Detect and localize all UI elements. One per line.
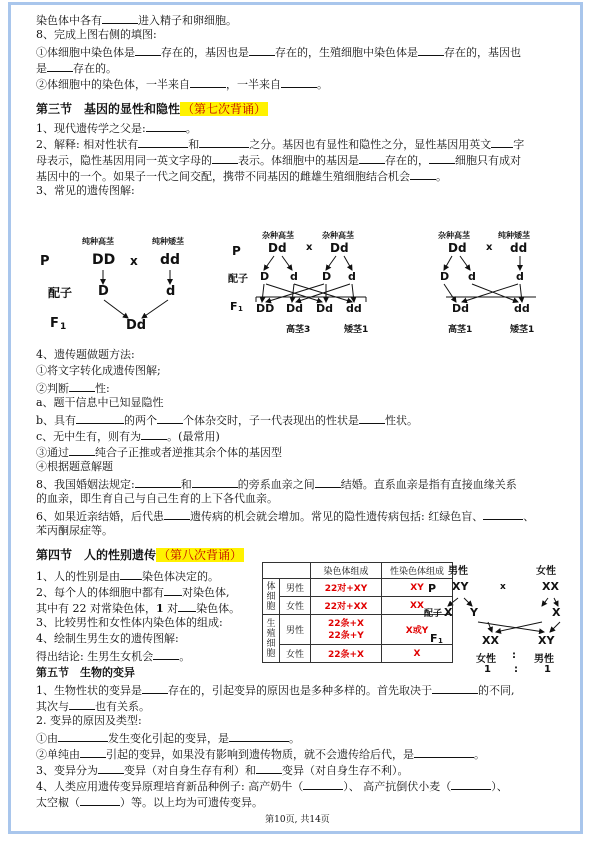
text-line: 3、比较男性和女性体内染色体的组成:: [36, 616, 223, 629]
text-line: 1、人的性别是由 染色体决定的。: [36, 570, 219, 583]
table-cell: 22对+XY: [311, 579, 382, 597]
text-line: 6、如果近亲结婚，后代患 遗传病的机会就会增加。常见的隐性遗传病包括: 红绿色盲、 、: [36, 510, 535, 523]
text-line: b、具有 的两个 个体杂交时，子一代表现出的性状是 性状。: [36, 414, 419, 427]
table-cell: 22条+X: [311, 645, 382, 663]
text-line: ②体细胞中的染色体，一半来自 ，一半来自 。: [36, 78, 328, 91]
text-line: 3、常见的遗传图解:: [36, 184, 135, 197]
text-line: 2、解释: 相对性状有 和 之分。基因也有显性和隐性之分，显性基因用英文 字: [36, 138, 525, 151]
text-line: 母表示，隐性基因用同一英文字母的 表示。体细胞中的基因是 存在的， 细胞只有成对: [36, 154, 521, 167]
table-header: 性染色体组成: [382, 563, 453, 579]
table-row-label: 女性: [280, 597, 311, 615]
text-line: ①将文字转化成遗传图解;: [36, 364, 161, 377]
text-line: ④根据题意解题: [36, 460, 113, 473]
page: 染色体中各有 进入精子和卵细胞。 8、完成上图右侧的填图: ①体细胞中染色体是 存在的，基因也是 存在的，生殖细胞中染色体是 存在的，基因也 是 存在的。 ②体细胞中的染色体，一半来自 ，一半来自 。 第三节 基因的显性和隐性 （第七次背诵） 1、现代遗传学之父是: 。 2、解释: 相对性状有 和 之分。基因也有显性和隐性之分，显性基因用英文 字 母表示，隐性基因用同一英文字母的 表示。体细胞中的基因是 存在的， 细胞只有成对 基因中的一个。如果子一代之间交配，携带不同基因的雌雄生殖细胞结合机会 。 3、常见的遗传图解: 纯种高茎 纯种矮茎 P DD x dd 配子 D d F 1 Dd 杂种高茎 杂种高茎 P Dd x Dd 配子 D d D d F 1 DD Dd Dd dd 高茎3 矮茎1 杂种高茎 纯种矮茎 Dd x dd D d d Dd dd 高茎1 矮茎1 4、遗传题做题方法: ①将文字转化成遗传图解; ②判断 性: a、题干信息中已知显隐性 b、具有 的两个 个体杂交时，子一代表现出的性状是 性状。 c、无中生有，则有为 。(最常用) ③通过 纯合子正推或者逆推其余个体的基因型 ④根据题意解题 8、我国婚姻法规定: 和 的旁系血亲之间 结婚。直系血亲是指有直接血缘关系 的血亲，即生育自己与自己生育的上下各代血亲。 6、如果近亲结婚，后代患 遗传病的机会就会增加。常见的隐性遗传病包括: 红绿色盲、 、 苯丙酮尿症等。 第四节 人的性别遗传 （第八次背诵） 1、人的性别是由 染色体决定的。 2、每个人的体细胞中都有 对染色体, 其中有 22 对常染色体，1 对 染色体。 3、比较男性和女性体内染色体的组成: 4、绘制生男生女的遗传图解: 得出结论: 生男生女机会 。 染色体组成 性染色体组成 体细胞 男性 22对+XY XY 女性 22对+XX XX 生殖细胞 男性 22条+X 22条+Y X或Y 女性 22条+X X 男性 女性 P XY x XX 配子 X Y X F 1 XX XY 女性 : 男性 1 : 1 第五节 生物的变异 1、生物性状的变异是 存在的，引起变异的原因也是多种多样的。首先取决于 的不同, 其次与 也有关系。 2. 变异的原因及类型: ①由 发生变化引起的变异，是 。 ②单纯由 引起的变异，如果没有影响到遗传物质，就不会遗传给后代，是 。 3、变异分为 变异（对自身生存有利）和 变异（对自身生存不利）。 4、人类应用遗传变异原理培育新品种例子: 高产奶牛（ ）、 高产抗倒伏小麦（ ）、 太空椒（ ）等。以上均为可遗传变异。 第10页, 共14页: [0, 0, 595, 841]
table-row-label: 女性: [280, 645, 311, 663]
text-line: 太空椒（ ）等。以上均为可遗传变异。: [36, 796, 263, 809]
text-line: ①体细胞中染色体是 存在的，基因也是 存在的，生殖细胞中染色体是 存在的，基因也: [36, 46, 521, 59]
table-cell: 22对+XX: [311, 597, 382, 615]
table-group-label: 体细胞: [263, 579, 280, 615]
text-line: 是 存在的。: [36, 62, 117, 75]
text-line: 2、每个人的体细胞中都有 对染色体,: [36, 586, 230, 599]
text-line: 其中有 22 对常染色体，1 对 染色体。: [36, 602, 241, 615]
text-line: ③通过 纯合子正推或者逆推其余个体的基因型: [36, 446, 282, 459]
section-title: 第四节 人的性别遗传 （第八次背诵）: [36, 548, 243, 562]
text-line: ①由 发生变化引起的变异，是 。: [36, 732, 300, 745]
text-line: 的血亲，即生育自己与自己生育的上下各代血亲。: [36, 492, 278, 505]
page-footer: 第10页, 共14页: [265, 815, 330, 825]
table-group-label: 生殖细胞: [263, 615, 280, 663]
table-header: 染色体组成: [311, 563, 382, 579]
text-line: 3、变异分为 变异（对自身生存有利）和 变异（对自身生存不利）。: [36, 764, 409, 777]
table-cell: X或Y: [382, 615, 453, 645]
text-line: 8、完成上图右侧的填图:: [36, 28, 157, 41]
highlight-tag: （第八次背诵）: [158, 548, 243, 562]
text-line: 2. 变异的原因及类型:: [36, 714, 142, 727]
section-title: 第三节 基因的显性和隐性 （第七次背诵）: [36, 102, 267, 116]
table-cell: 22条+X 22条+Y: [311, 615, 382, 645]
text-line: 4、人类应用遗传变异原理培育新品种例子: 高产奶牛（ ）、 高产抗倒伏小麦（ ）、: [36, 780, 508, 793]
text-line: c、无中生有，则有为 。(最常用): [36, 430, 220, 443]
text-line: 8、我国婚姻法规定: 和 的旁系血亲之间 结婚。直系血亲是指有直接血缘关系: [36, 478, 517, 491]
text-line: 其次与 也有关系。: [36, 700, 150, 713]
text-line: ②单纯由 引起的变异，如果没有影响到遗传物质，就不会遗传给后代，是 。: [36, 748, 485, 761]
text-line: 4、绘制生男生女的遗传图解:: [36, 632, 179, 645]
text-line: a、题干信息中已知显隐性: [36, 396, 164, 409]
table-row-label: 男性: [280, 615, 311, 645]
table-row-label: 男性: [280, 579, 311, 597]
text-line: 染色体中各有 进入精子和卵细胞。: [36, 14, 237, 27]
table-cell: XY: [382, 579, 453, 597]
text-line: 1、生物性状的变异是 存在的，引起变异的原因也是多种多样的。首先取决于 的不同,: [36, 684, 515, 697]
text-line: 苯丙酮尿症等。: [36, 524, 113, 537]
table-cell: X: [382, 645, 453, 663]
section-title: 第五节 生物的变异: [36, 666, 135, 679]
text-line: 基因中的一个。如果子一代之间交配，携带不同基因的雌雄生殖细胞结合机会 。: [36, 170, 447, 183]
text-line: 1、现代遗传学之父是: 。: [36, 122, 197, 135]
highlight-tag: （第七次背诵）: [182, 102, 267, 116]
table-cell: XX: [382, 597, 453, 615]
text-line: 4、遗传题做题方法:: [36, 348, 135, 361]
text-line: ②判断 性:: [36, 382, 110, 395]
text-line: 得出结论: 生男生女机会 。: [36, 650, 191, 663]
